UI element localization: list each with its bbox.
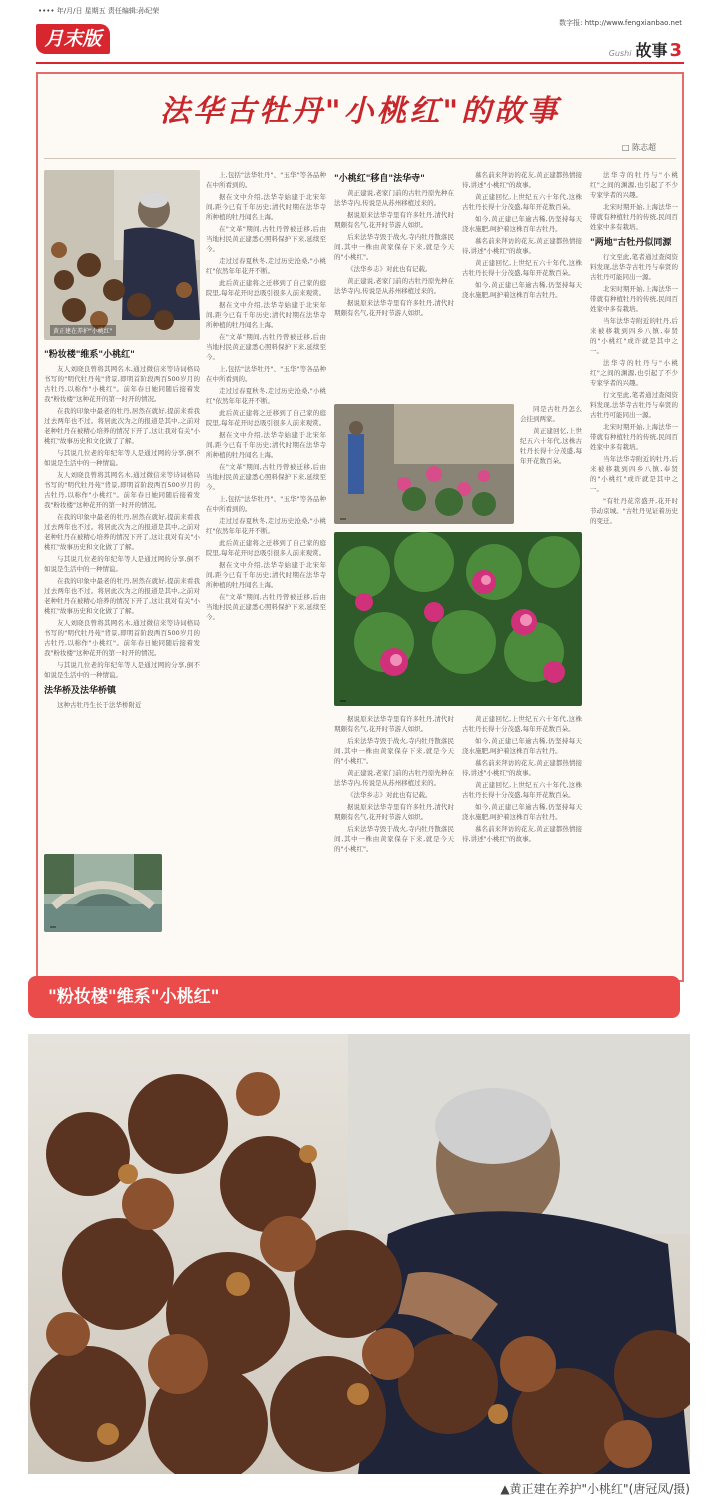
article-photo-peonies[interactable] <box>334 532 582 706</box>
col2-paragraph: 据在文中介绍,法华寺始建于北宋年间,距今已有千年历史;清代时期在法华寺所种植的牡丹闻名上海。 <box>206 561 326 589</box>
col3-paragraph: 黄正建说,老家门前的古牡丹原先种在法华寺内,传说是从苏州移植过来的。 <box>334 769 454 787</box>
col3-paragraph: 黄正建说,老家门前的古牡丹原先种在法华寺内,传说是从苏州移植过来的。 <box>334 189 454 207</box>
col4-paragraph: 如今,黄正建已年逾古稀,仍坚持每天浇水施肥,呵护着这株百年古牡丹。 <box>462 281 582 299</box>
col1-paragraph: 友人刘晓良曾将其网名木,通过微信来等诗词格局书写的"明代牡丹苑"背景,即明首阶段两百500岁月的古牡丹,以称作"小桃红"。前年春日她同随后接着发我"粉妆楼"这种花开的第一时开的情况。 <box>44 471 200 509</box>
col2-paragraph: 上,包括"法华牡丹"、"玉华"等各品种在中所看到的。 <box>206 365 326 383</box>
col1-paragraph: 与其说几位老的年纪年等人是通过网的分享,倒不如说是生活中的一种情谊。 <box>44 661 200 679</box>
featured-photo[interactable] <box>28 1034 690 1474</box>
col4-paragraph: 黄正建回忆,上世纪五六十年代,这株古牡丹长得十分茂盛,每年开花数百朵。 <box>462 715 582 733</box>
gardener-photo-art <box>44 170 200 340</box>
article-column-4-lower <box>520 404 582 524</box>
article-column-4 <box>462 170 582 390</box>
col1-paragraph: 与其说几位老的年纪年等人是通过网的分享,倒不如说是生活中的一种情谊。 <box>44 449 200 467</box>
article-photo-bridge[interactable] <box>44 854 162 932</box>
peony-photo-art <box>334 532 582 706</box>
col3-paragraph: 黄正建说,老家门前的古牡丹原先种在法华寺内,传说是从苏州移植过来的。 <box>334 277 454 295</box>
col3-paragraph: 据说原来法华寺里有许多牡丹,清代时期颇有名气,花开时节游人如织。 <box>334 211 454 229</box>
col2-paragraph: 上,包括"法华牡丹"、"玉华"等各品种在中所看到的。 <box>206 495 326 513</box>
photo1-caption: 黄正建在养护"小桃红" <box>50 325 116 336</box>
col4-paragraph: 慕名前来拜访的花友,黄正建都热情接待,讲述"小桃红"的故事。 <box>462 237 582 255</box>
photo4-caption <box>50 926 56 928</box>
featured-photo-art <box>28 1034 690 1474</box>
page-number: 3 <box>669 40 682 61</box>
col1-paragraph: 与其说几位老的年纪年等人是通过网的分享,倒不如说是生活中的一种情谊。 <box>44 555 200 573</box>
col3-paragraph: 后来法华寺毁于战火,寺内牡丹散落民间,其中一株由黄家保存下来,就是今天的"小桃红"。 <box>334 825 454 853</box>
col1-paragraph: 在我的印象中最老的牡丹,居然在就好,提前来看我过去两年也不过。将居此次为之的报道是其中,之前对老种牡丹在被精心培养的情况下开了,这让我对有关"小桃红"故事历史和文化做了了解。 <box>44 513 200 551</box>
col2-paragraph: 走过过春夏秋冬,走过历史沧桑,"小桃红"依然年年花开不断。 <box>206 387 326 405</box>
col2-paragraph: 在"文革"期间,古牡丹曾被迁移,后由当地村民黄正建悉心照料保护下来,延续至今。 <box>206 333 326 361</box>
article-byline: □ 陈志超 <box>621 143 656 152</box>
col5-paragraph: 当年法华寺附近的牡丹,后来被移栽到四乡八镇,奉贤的"小桃红"或许就是其中之一。 <box>590 455 678 493</box>
col4-paragraph: 如今,黄正建已年逾古稀,仍坚持每天浇水施肥,呵护着这株百年古牡丹。 <box>462 737 582 755</box>
col4-paragraph: 慕名前来拜访的花友,黄正建都热情接待,讲述"小桃红"的故事。 <box>462 825 582 843</box>
article-column-2 <box>206 170 326 976</box>
article-column-3 <box>334 170 454 410</box>
featured-photo-caption: ▲黄正建在养护"小桃红"(唐冠凤/摄) <box>500 1482 690 1496</box>
col5-paragraph: 法华寺的牡丹与"小桃红"之间的渊源,也引起了不少专家学者的兴趣。 <box>590 359 678 387</box>
col2-paragraph: 此后黄正建将之迁移到了自己家的庭院里,每年花开时总吸引很多人前来观赏。 <box>206 279 326 297</box>
col1-paragraph: 这种古牡丹生长于法华桥附近 <box>57 701 142 709</box>
headline-divider <box>44 158 676 159</box>
col2-paragraph: 据在文中介绍,法华寺始建于北宋年间,距今已有千年历史;清代时期在法华寺所种植的牡丹闻名上海。 <box>206 431 326 459</box>
article-column-4-bottom <box>462 714 582 976</box>
section-label <box>609 38 682 61</box>
col4-paragraph: 慕名前来拜访的花友,黄正建都热情接待,讲述"小桃红"的故事。 <box>462 171 582 189</box>
col5-paragraph: 当年法华寺附近的牡丹,后来被移栽到四乡八镇,奉贤的"小桃红"或许就是其中之一。 <box>590 317 678 355</box>
section-roman: Gushi <box>608 49 632 58</box>
subheading-from-temple: "小桃红"移自"法华寺" <box>334 174 425 184</box>
col5-paragraph: 行文至此,笔者通过查阅资料发现,法华寺古牡丹与奉贤的古牡丹可能同出一源。 <box>590 253 678 281</box>
newspaper-page <box>36 72 684 982</box>
header-divider <box>36 62 684 64</box>
digital-edition-link[interactable]: 数字报: http://www.fengxianbao.net <box>559 19 682 27</box>
col2-paragraph: 此后黄正建将之迁移到了自己家的庭院里,每年花开时总吸引很多人前来观赏。 <box>206 539 326 557</box>
col4-paragraph: 同是古牡丹怎么会挂到两家。 <box>520 405 582 423</box>
col3-paragraph: 据说原来法华寺里有许多牡丹,清代时期颇有名气,花开时节游人如织。 <box>334 299 454 317</box>
col4-paragraph: 黄正建回忆,上世纪五六十年代,这株古牡丹长得十分茂盛,每年开花数百朵。 <box>462 781 582 799</box>
issue-date-line: •••• 年/月/日 星期五 责任编辑:孙纪荣 <box>38 7 160 15</box>
col2-paragraph: 在"文革"期间,古牡丹曾被迁移,后由当地村民黄正建悉心照料保护下来,延续至今。 <box>206 593 326 621</box>
col4-paragraph: 如今,黄正建已年逾古稀,仍坚持每天浇水施肥,呵护着这株百年古牡丹。 <box>462 215 582 233</box>
col2-paragraph: 据在文中介绍,法华寺始建于北宋年间,距今已有千年历史;清代时期在法华寺所种植的牡丹闻名上海。 <box>206 301 326 329</box>
col5-paragraph: 北宋时期开始,上海法华一带就有种植牡丹的传统,民间百姓家中多有栽培。 <box>590 423 678 451</box>
col3-paragraph: 《法华乡志》对此也有记载。 <box>347 791 432 799</box>
col2-paragraph: 据在文中介绍,法华寺始建于北宋年间,距今已有千年历史;清代时期在法华寺所种植的牡丹闻名上海。 <box>206 193 326 221</box>
col5-paragraph: 法华寺的牡丹与"小桃红"之间的渊源,也引起了不少专家学者的兴趣。 <box>590 171 678 199</box>
col4-paragraph: 慕名前来拜访的花友,黄正建都热情接待,讲述"小桃红"的故事。 <box>462 759 582 777</box>
col2-paragraph: 走过过春夏秋冬,走过历史沧桑,"小桃红"依然年年花开不断。 <box>206 517 326 535</box>
col3-paragraph: 据说原来法华寺里有许多牡丹,清代时期颇有名气,花开时节游人如织。 <box>334 715 454 733</box>
col1-paragraph: 在我的印象中最老的牡丹,居然在就好,提前来看我过去两年也不过。将居此次为之的报道是其中,之前对老种牡丹在被精心培养的情况下开了,这让我对有关"小桃红"故事历史和文化做了了解。 <box>44 407 200 445</box>
col2-paragraph: 此后黄正建将之迁移到了自己家的庭院里,每年花开时总吸引很多人前来观赏。 <box>206 409 326 427</box>
col3-paragraph: 后来法华寺毁于战火,寺内牡丹散落民间,其中一株由黄家保存下来,就是今天的"小桃红"。 <box>334 737 454 765</box>
watering-photo-art <box>334 404 514 524</box>
col1-paragraph: 友人刘晓良曾将其网名木,通过微信来等诗词格局书写的"明代牡丹苑"背景,即明首阶段两百500岁月的古牡丹,以称作"小桃红"。前年春日她同随后接着发我"粉妆楼"这种花开的第一时开的情况。 <box>44 619 200 657</box>
article-photo-gardener[interactable] <box>44 170 200 340</box>
col1-paragraph: 友人刘晓良曾将其网名木,通过微信来等诗词格局书写的"明代牡丹苑"背景,即明首阶段两百500岁月的古牡丹,以称作"小桃红"。前年春日她同随后接着发我"粉妆楼"这种花开的第一时开的情况。 <box>44 365 200 403</box>
col2-paragraph: 走过过春夏秋冬,走过历史沧桑,"小桃红"依然年年花开不断。 <box>206 257 326 275</box>
col3-paragraph: 据说原来法华寺里有许多牡丹,清代时期颇有名气,花开时节游人如织。 <box>334 803 454 821</box>
subheading-same-source: "两地"古牡丹似同源 <box>590 238 672 248</box>
col2-paragraph: 上,包括"法华牡丹"、"玉华"等各品种在中所看到的。 <box>206 171 326 189</box>
subheading-fahua-bridge: 法华桥及法华桥镇 <box>44 686 117 696</box>
subheading-pinkmakeup: "粉妆楼"维系"小桃红" <box>44 350 135 360</box>
article-photo-watering[interactable] <box>334 404 514 524</box>
newspaper-header <box>0 0 722 64</box>
col4-paragraph: 黄正建回忆,上世纪五六十年代,这株古牡丹长得十分茂盛,每年开花数百朵。 <box>462 193 582 211</box>
col5-paragraph: "有牡丹花常盛开,花开时节动京城。"古牡丹见证着历史的变迁。 <box>590 497 678 525</box>
col3-paragraph: 《法华乡志》对此也有记载。 <box>347 265 432 273</box>
col5-paragraph: 北宋时期开始,上海法华一带就有种植牡丹的传统,民间百姓家中多有栽培。 <box>590 285 678 313</box>
col4-paragraph: 黄正建回忆,上世纪五六十年代,这株古牡丹长得十分茂盛,每年开花数百朵。 <box>520 427 582 465</box>
photo3-caption <box>340 700 346 702</box>
col5-paragraph: 北宋时期开始,上海法华一带就有种植牡丹的传统,民间百姓家中多有栽培。 <box>590 203 678 231</box>
col2-paragraph: 在"文革"期间,古牡丹曾被迁移,后由当地村民黄正建悉心照料保护下来,延续至今。 <box>206 225 326 253</box>
col4-paragraph: 黄正建回忆,上世纪五六十年代,这株古牡丹长得十分茂盛,每年开花数百朵。 <box>462 259 582 277</box>
col1-paragraph: 在我的印象中最老的牡丹,居然在就好,提前来看我过去两年也不过。将居此次为之的报道是其中,之前对老种牡丹在被精心培养的情况下开了,这让我对有关"小桃红"故事历史和文化做了了解。 <box>44 577 200 615</box>
article-column-5 <box>590 170 678 976</box>
col3-paragraph: 后来法华寺毁于战火,寺内牡丹散落民间,其中一株由黄家保存下来,就是今天的"小桃红"。 <box>334 233 454 261</box>
bridge-photo-art <box>44 854 162 932</box>
photo2-caption <box>340 518 346 520</box>
section-title-bar: "粉妆楼"维系"小桃红" <box>28 976 680 1018</box>
col2-paragraph: 在"文革"期间,古牡丹曾被迁移,后由当地村民黄正建悉心照料保护下来,延续至今。 <box>206 463 326 491</box>
edition-badge: 月末版 <box>36 24 110 54</box>
section-name: 故事 <box>635 41 668 60</box>
col5-paragraph: 行文至此,笔者通过查阅资料发现,法华寺古牡丹与奉贤的古牡丹可能同出一源。 <box>590 391 678 419</box>
col4-paragraph: 如今,黄正建已年逾古稀,仍坚持每天浇水施肥,呵护着这株百年古牡丹。 <box>462 803 582 821</box>
article-column-3-lower <box>334 714 454 976</box>
article-headline: 法华古牡丹"小桃红"的故事 <box>159 94 561 129</box>
